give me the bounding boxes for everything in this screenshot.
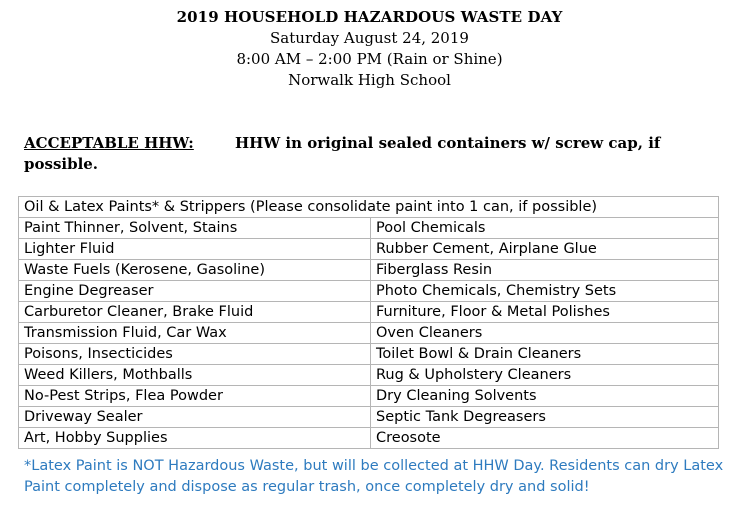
table-row bbox=[19, 407, 719, 428]
table-cell-left: Art, Hobby Supplies bbox=[19, 428, 371, 449]
table-cell-right: Oven Cleaners bbox=[371, 323, 719, 344]
table-cell-left: Weed Killers, Mothballs bbox=[19, 365, 371, 386]
table-cell-right: Rubber Cement, Airplane Glue bbox=[371, 239, 719, 260]
table-cell-left: Engine Degreaser bbox=[19, 281, 371, 302]
table-cell-left: Poisons, Insecticides bbox=[19, 344, 371, 365]
table-cell-right: Pool Chemicals bbox=[371, 218, 719, 239]
table-cell-left: Waste Fuels (Kerosene, Gasoline) bbox=[19, 260, 371, 281]
table-cell-right: Dry Cleaning Solvents bbox=[371, 386, 719, 407]
table-cell-left: Carburetor Cleaner, Brake Fluid bbox=[19, 302, 371, 323]
table-cell-left: No-Pest Strips, Flea Powder bbox=[19, 386, 371, 407]
table-row bbox=[19, 323, 719, 344]
table-row bbox=[19, 281, 719, 302]
table-row bbox=[19, 239, 719, 260]
table-cell-right: Photo Chemicals, Chemistry Sets bbox=[371, 281, 719, 302]
table-cell-left: Driveway Sealer bbox=[19, 407, 371, 428]
table-cell-left: Lighter Fluid bbox=[19, 239, 371, 260]
event-location: Norwalk High School bbox=[288, 71, 451, 89]
table-header-row bbox=[19, 197, 719, 218]
table-row bbox=[19, 365, 719, 386]
table-row bbox=[19, 344, 719, 365]
table-cell-right: Furniture, Floor & Metal Polishes bbox=[371, 302, 719, 323]
table-row bbox=[19, 386, 719, 407]
table-cell-right: Toilet Bowl & Drain Cleaners bbox=[371, 344, 719, 365]
hhw-items-table bbox=[18, 196, 719, 449]
acceptable-hhw-text: HHW in original sealed containers w/ screw cap, if possible. bbox=[24, 134, 661, 173]
table-row bbox=[19, 302, 719, 323]
latex-paint-footnote: *Latex Paint is NOT Hazardous Waste, but will be collected at HHW Day. Residents can dry Latex Paint completely and dispose as regular trash, once completely dry and solid! bbox=[24, 458, 724, 495]
table-row bbox=[19, 260, 719, 281]
event-time: 8:00 AM – 2:00 PM (Rain or Shine) bbox=[236, 50, 503, 68]
table-row bbox=[19, 218, 719, 239]
table-cell-right: Septic Tank Degreasers bbox=[371, 407, 719, 428]
event-header bbox=[0, 7, 739, 91]
event-title: 2019 HOUSEHOLD HAZARDOUS WASTE DAY bbox=[176, 8, 563, 26]
table-header-cell: Oil & Latex Paints* & Strippers (Please consolidate paint into 1 can, if possible) bbox=[19, 197, 719, 218]
table-cell-left: Transmission Fluid, Car Wax bbox=[19, 323, 371, 344]
acceptable-hhw-label: ACCEPTABLE HHW: bbox=[24, 134, 194, 152]
table-cell-right: Rug & Upholstery Cleaners bbox=[371, 365, 719, 386]
table-cell-right: Creosote bbox=[371, 428, 719, 449]
table-cell-left: Paint Thinner, Solvent, Stains bbox=[19, 218, 371, 239]
acceptable-hhw-section bbox=[24, 133, 684, 175]
table-row bbox=[19, 428, 719, 449]
event-date: Saturday August 24, 2019 bbox=[270, 29, 469, 47]
table-cell-right: Fiberglass Resin bbox=[371, 260, 719, 281]
